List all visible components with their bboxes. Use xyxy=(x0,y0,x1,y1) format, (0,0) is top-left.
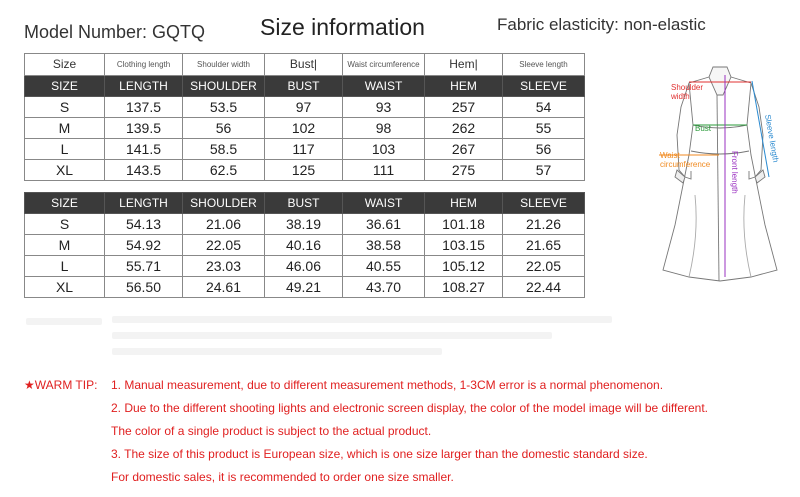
subheader-cell: Waist circumference xyxy=(343,54,425,76)
table-cell: 43.70 xyxy=(343,277,425,298)
front-length-label: Front length xyxy=(730,151,739,194)
header-cell: SLEEVE xyxy=(503,76,585,97)
header-cell: LENGTH xyxy=(105,193,183,214)
star-icon: ★ xyxy=(24,378,35,392)
subheader-cell: Size xyxy=(25,54,105,76)
table-cell: L xyxy=(25,256,105,277)
table-row xyxy=(25,97,585,118)
table-cell: 98 xyxy=(343,118,425,139)
warm-tips xyxy=(24,374,708,489)
table-cell: XL xyxy=(25,277,105,298)
warm-tip-label xyxy=(24,374,111,397)
table-cell: M xyxy=(25,235,105,256)
waist-label xyxy=(660,151,711,169)
table-row xyxy=(25,160,585,181)
model-number: Model Number: GQTQ xyxy=(24,22,206,42)
table-cell: 21.65 xyxy=(503,235,585,256)
table-cell: 141.5 xyxy=(105,139,183,160)
faded-text xyxy=(112,348,442,355)
table-cell: 62.5 xyxy=(183,160,265,181)
table-row xyxy=(25,277,585,298)
table-cell: 117 xyxy=(265,139,343,160)
table-cell: S xyxy=(25,97,105,118)
faded-text xyxy=(112,316,612,323)
tip-line: 3. The size of this product is European size, which is one size larger than the domestic standard size. xyxy=(111,447,648,461)
table-cell: 22.05 xyxy=(503,256,585,277)
faded-text xyxy=(26,318,102,325)
table-cell: 49.21 xyxy=(265,277,343,298)
header-cell: SIZE xyxy=(25,193,105,214)
subheader-cell: Bust| xyxy=(265,54,343,76)
tip-line: The color of a single product is subject to the actual product. xyxy=(111,424,432,438)
table-cell: 103 xyxy=(343,139,425,160)
table-cell: XL xyxy=(25,160,105,181)
table-cell: 53.5 xyxy=(183,97,265,118)
table-cell: 36.61 xyxy=(343,214,425,235)
table-cell: 22.44 xyxy=(503,277,585,298)
table-row xyxy=(25,118,585,139)
tip-line: 2. Due to the different shooting lights and electronic screen display, the color of the model image will be different. xyxy=(111,401,709,415)
table-cell: 275 xyxy=(425,160,503,181)
table-cell: 93 xyxy=(343,97,425,118)
header-cell: WAIST xyxy=(343,193,425,214)
table-cell: 54.92 xyxy=(105,235,183,256)
shoulder-label-word2: width xyxy=(671,92,690,101)
sleeve-length-label: Sleeve length xyxy=(763,113,781,164)
table-cell: 105.12 xyxy=(425,256,503,277)
table-cell: 40.55 xyxy=(343,256,425,277)
waist-label-word2: circumference xyxy=(660,160,711,169)
table-cell: 55.71 xyxy=(105,256,183,277)
header-cell: HEM xyxy=(425,76,503,97)
header-cell: SHOULDER xyxy=(183,76,265,97)
header-row xyxy=(25,193,585,214)
subheader-cell: Sleeve length xyxy=(503,54,585,76)
table-cell: 58.5 xyxy=(183,139,265,160)
table-cell: 46.06 xyxy=(265,256,343,277)
table-cell: 125 xyxy=(265,160,343,181)
page-title: Size information xyxy=(260,14,425,40)
table-cell: 54 xyxy=(503,97,585,118)
bust-label: Bust xyxy=(695,124,712,133)
header-cell: BUST xyxy=(265,76,343,97)
table-cell: 23.03 xyxy=(183,256,265,277)
size-table-inch xyxy=(24,192,585,298)
table-row xyxy=(25,139,585,160)
table-cell: M xyxy=(25,118,105,139)
header-cell: WAIST xyxy=(343,76,425,97)
table-cell: 103.15 xyxy=(425,235,503,256)
table-row xyxy=(25,256,585,277)
subheader-row xyxy=(25,54,585,76)
table-cell: 102 xyxy=(265,118,343,139)
table-cell: 22.05 xyxy=(183,235,265,256)
table-row xyxy=(25,235,585,256)
shoulder-label-word1: Shoulder xyxy=(671,83,704,92)
subheader-cell: Clothing length xyxy=(105,54,183,76)
size-table-cm xyxy=(24,53,585,181)
header-cell: SHOULDER xyxy=(183,193,265,214)
subheader-cell: Shoulder width xyxy=(183,54,265,76)
waist-label-word1: Waist xyxy=(660,151,680,160)
table-cell: 38.58 xyxy=(343,235,425,256)
table-cell: 40.16 xyxy=(265,235,343,256)
header-cell: HEM xyxy=(425,193,503,214)
header-cell: SLEEVE xyxy=(503,193,585,214)
table-cell: 21.06 xyxy=(183,214,265,235)
table-cell: 262 xyxy=(425,118,503,139)
table-cell: 101.18 xyxy=(425,214,503,235)
warm-tip-label-text: WARM TIP: xyxy=(34,378,98,392)
table-cell: 139.5 xyxy=(105,118,183,139)
tip-text: 1. Manual measurement, due to different measurement methods, 1-3CM error is a normal phenomenon. xyxy=(111,378,664,392)
table-cell: 108.27 xyxy=(425,277,503,298)
table-cell: 111 xyxy=(343,160,425,181)
table-cell: 54.13 xyxy=(105,214,183,235)
table-cell: L xyxy=(25,139,105,160)
tip-line: For domestic sales, it is recommended to order one size smaller. xyxy=(111,470,454,484)
header-cell: BUST xyxy=(265,193,343,214)
subheader-cell: Hem| xyxy=(425,54,503,76)
table-cell: 257 xyxy=(425,97,503,118)
table-cell: 24.61 xyxy=(183,277,265,298)
tip-line xyxy=(24,374,708,397)
fabric-elasticity: Fabric elasticity: non-elastic xyxy=(497,15,706,34)
table-cell: 56.50 xyxy=(105,277,183,298)
table-cell: 143.5 xyxy=(105,160,183,181)
table-cell: 57 xyxy=(503,160,585,181)
header-row xyxy=(25,76,585,97)
header-cell: SIZE xyxy=(25,76,105,97)
table-cell: 137.5 xyxy=(105,97,183,118)
table-cell: 55 xyxy=(503,118,585,139)
shoulder-width-label xyxy=(670,83,703,101)
table-cell: 267 xyxy=(425,139,503,160)
table-cell: S xyxy=(25,214,105,235)
table-row xyxy=(25,214,585,235)
table-cell: 38.19 xyxy=(265,214,343,235)
garment-diagram xyxy=(655,55,790,295)
table-cell: 56 xyxy=(503,139,585,160)
faded-text xyxy=(112,332,552,339)
table-cell: 21.26 xyxy=(503,214,585,235)
table-cell: 56 xyxy=(183,118,265,139)
header-cell: LENGTH xyxy=(105,76,183,97)
table-cell: 97 xyxy=(265,97,343,118)
